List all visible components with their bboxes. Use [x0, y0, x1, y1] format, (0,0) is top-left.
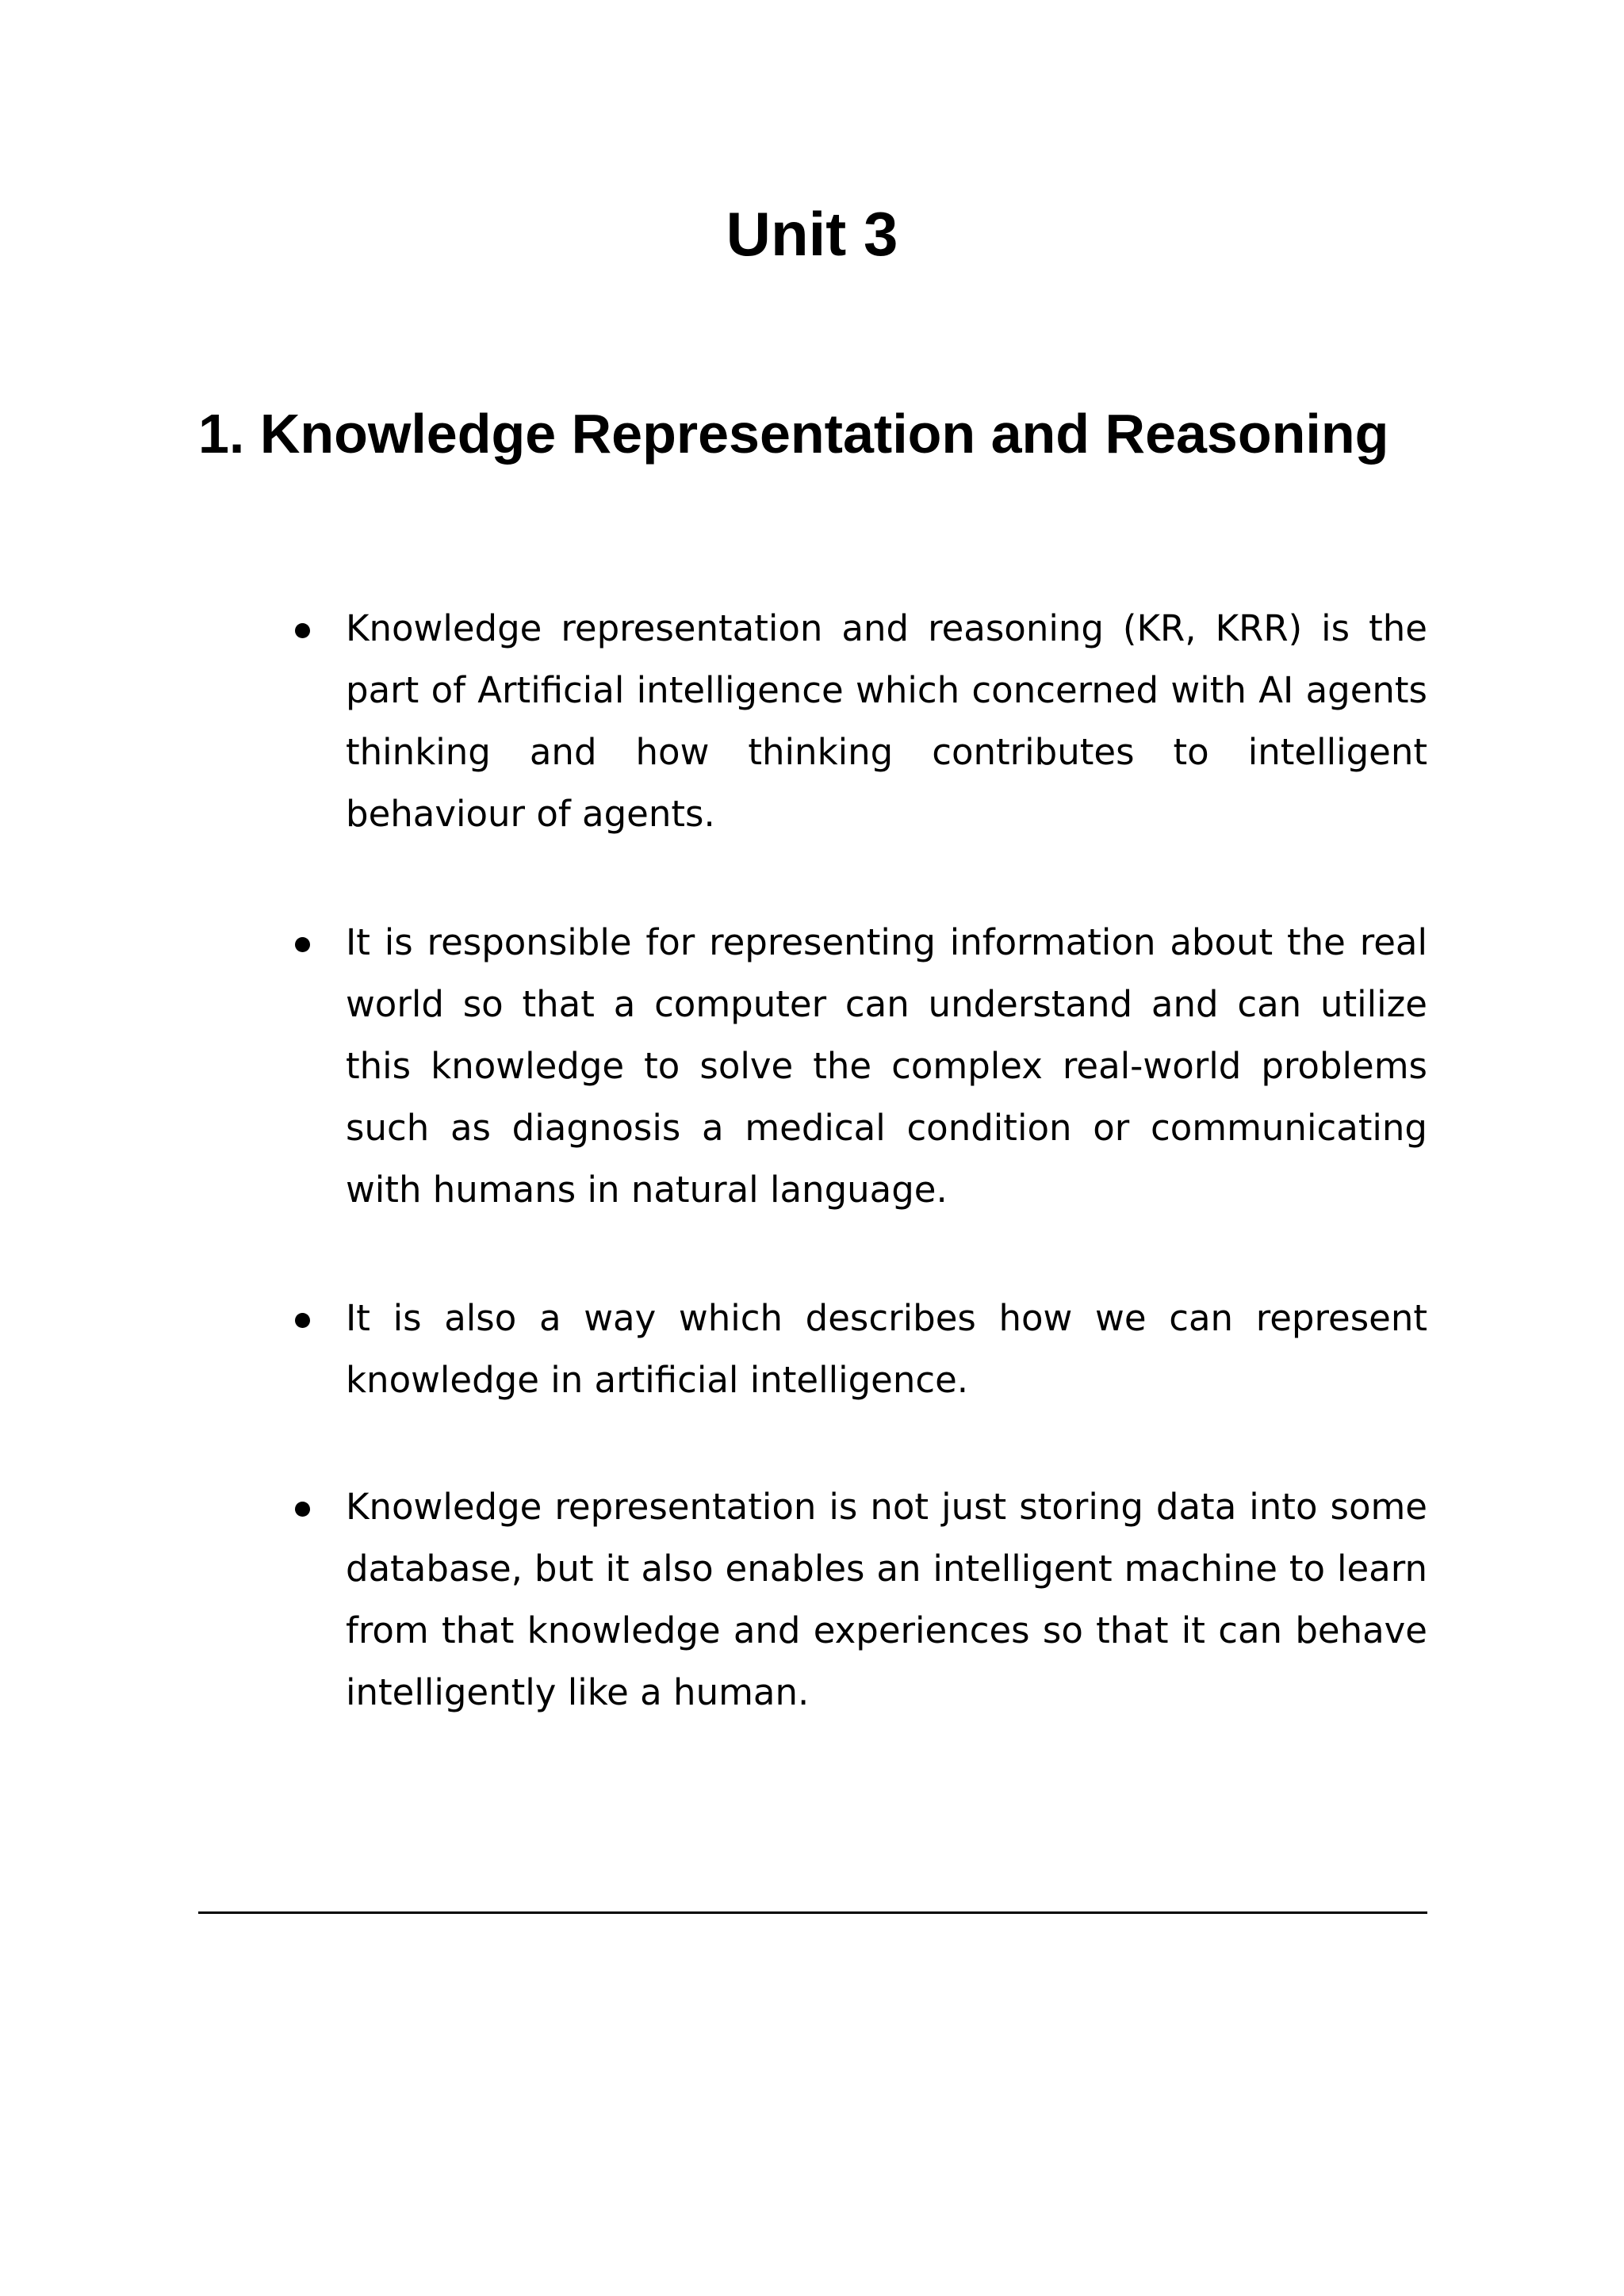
unit-title: Unit 3 [726, 199, 898, 269]
bullet-item-kr-way [295, 1288, 1427, 1411]
section-divider [198, 1911, 1427, 1914]
bullet-point-icon [295, 1313, 310, 1328]
bullet-item-kr-learning [295, 1476, 1427, 1724]
bullet-text: Knowledge representation is not just storing data into some database, but it also enables an intelligent machine to learn from that knowledge and experiences so that it can behave intelligently like a human. [346, 1486, 1427, 1713]
bullet-point-icon [295, 623, 310, 638]
bullet-point-icon [295, 1502, 310, 1517]
bullet-item-kr-definition [295, 598, 1427, 845]
bullet-text: Knowledge representation and reasoning (KR, KRR) is the part of Artificial intelligence which concerned with AI agents thinking and how thinking contributes to intelligent behaviour of agents. [346, 607, 1427, 835]
bullet-item-kr-responsibility [295, 912, 1427, 1221]
bullet-point-icon [295, 937, 310, 952]
bullet-text: It is responsible for representing information about the real world so that a computer can understand and can utilize this knowledge to solve the complex real-world problems such as diagnosis a medical condition or communicating with humans in natural language. [346, 921, 1427, 1211]
section-heading: 1. Knowledge Representation and Reasoning [198, 403, 1389, 465]
bullet-text: It is also a way which describes how we can represent knowledge in artificial intelligence. [346, 1297, 1427, 1401]
